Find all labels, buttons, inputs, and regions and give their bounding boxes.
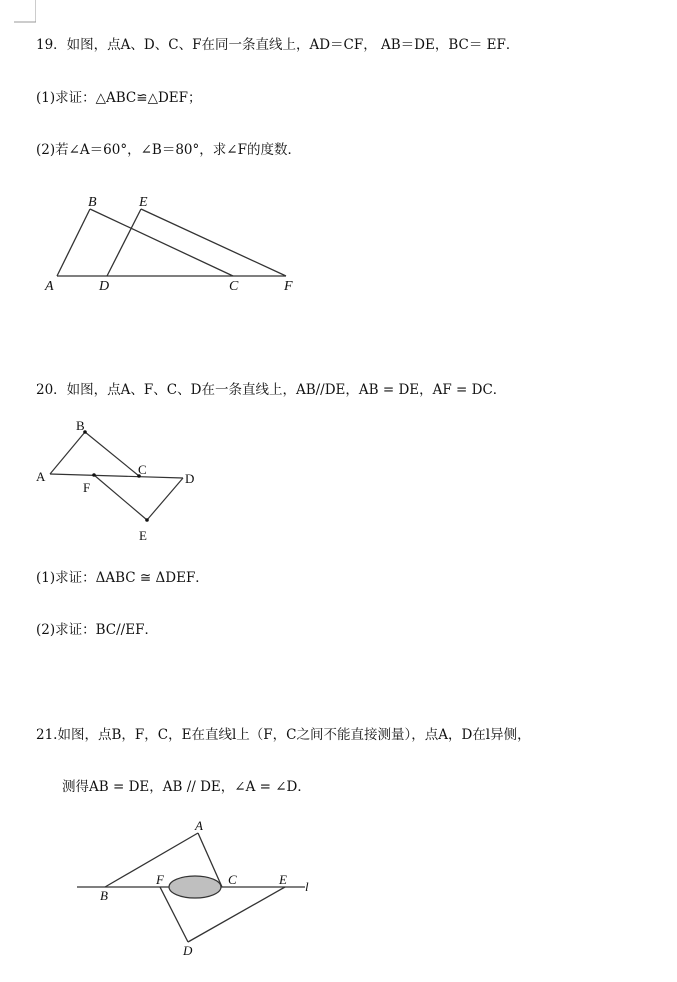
q19-label-F: F [284, 279, 293, 294]
q20-label-E: E [139, 528, 147, 543]
q20-seg-AB [50, 432, 85, 474]
q21-label-C: C [228, 872, 237, 887]
q20-label-B: B [76, 418, 85, 433]
q19-label-E: E [139, 195, 148, 210]
q19-part1: (1)求证：△ABC≌△DEF； [36, 90, 202, 106]
q20-label-C: C [138, 462, 147, 477]
q20-seg-EF [94, 475, 147, 520]
q21-obstacle-ellipse [169, 876, 221, 898]
q20-part2: (2)求证：BC//EF． [36, 622, 158, 638]
q20-seg-BC [85, 432, 139, 476]
q20-label-D: D [185, 471, 195, 486]
q21-stem: 21.如图，点B，F，C，E在直线l上（F，C之间不能直接测量），点A，D在l异侧， [36, 727, 531, 743]
q19-seg-AB [57, 209, 90, 276]
q20-seg-DE [147, 478, 183, 520]
q21-label-l: l [305, 879, 309, 894]
q19-stem: 19．如图，点A、D、C、F在同一条直线上，AD＝CF， AB＝DE，BC＝ EF． [36, 37, 520, 53]
q20-part1: (1)求证：ΔABC ≅ ΔDEF． [36, 570, 209, 586]
q19-label-C: C [229, 279, 239, 294]
q20-label-F: F [83, 480, 91, 495]
q20-stem: 20．如图，点A、F、C、D在一条直线上，AB//DE，AB = DE，AF = DC． [36, 382, 507, 398]
q21-label-E: E [279, 872, 287, 887]
q19-label-B: B [88, 195, 97, 210]
q21-label-A: A [195, 818, 203, 833]
q21-label-B: B [100, 888, 108, 903]
q19-label-D: D [99, 279, 110, 294]
q19-label-A: A [45, 279, 54, 294]
q20-label-A: A [36, 469, 46, 484]
q19-part2: (2)若∠A＝60°，∠B＝80°，求∠F的度数． [36, 142, 301, 158]
q21-line2: 测得AB = DE，AB // DE，∠A = ∠D． [62, 779, 311, 795]
q21-label-F: F [156, 872, 164, 887]
q21-label-D: D [183, 943, 193, 958]
q20-line-AD [50, 474, 183, 478]
